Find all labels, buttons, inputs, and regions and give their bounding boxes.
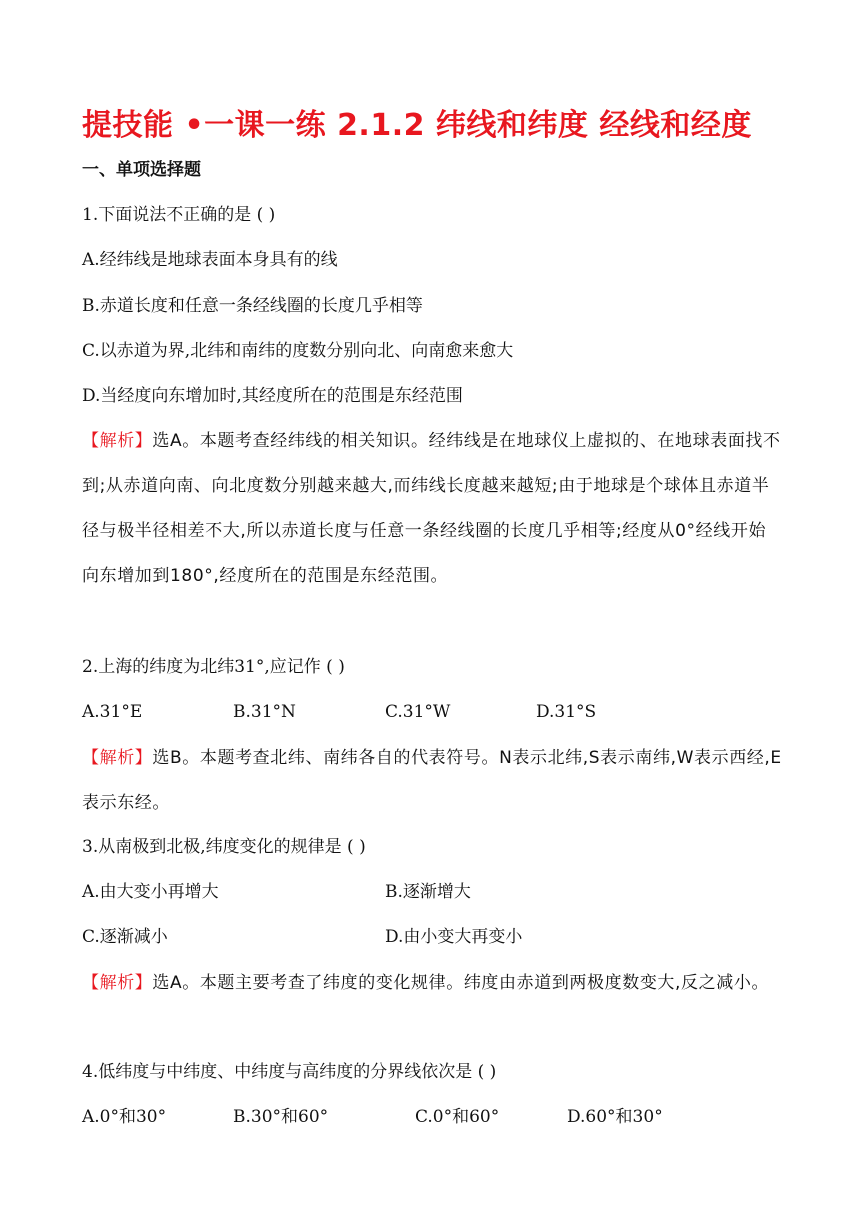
option-c: C.0°和60° [415,1107,500,1127]
option-b: B.赤道长度和任意一条经线圈的长度几乎相等 [82,296,423,316]
option-a: A.0°和30° [82,1107,167,1127]
analysis-text: 选B。本题考查北纬、南纬各自的代表符号。N表示北纬,S表示南纬,W表示西经,E表示东经。 [82,748,782,813]
option-b: B.逐渐增大 [385,882,471,902]
option-d: D.当经度向东增加时,其经度所在的范围是东经范围 [82,386,463,406]
option-c: C.31°W [385,702,451,722]
analysis-block [82,736,782,826]
question-stem: 4.低纬度与中纬度、中纬度与高纬度的分界线依次是 ( ) [82,1062,497,1082]
option-a: A.由大变小再增大 [82,882,219,902]
question-stem: 2.上海的纬度为北纬31°,应记作 ( ) [82,657,345,677]
analysis-tag: 【解析】 [82,431,153,451]
question-stem: 1.下面说法不正确的是 ( ) [82,205,276,225]
option-d: D.31°S [536,702,597,722]
analysis-block [82,961,782,1006]
page-title: 提技能 •一课一练 2.1.2 纬线和纬度 经线和经度 [82,108,752,143]
option-b: B.31°N [233,702,296,722]
option-c: C.以赤道为界,北纬和南纬的度数分别向北、向南愈来愈大 [82,341,514,361]
analysis-text: 选A。本题考查经纬线的相关知识。经纬线是在地球仪上虚拟的、在地球表面找不到;从赤道向南、向北度数分别越来越大,而纬线长度越来越短;由于地球是个球体且赤道半径与极半径相差不大,所以赤道长度与任意一条经线圈的长度几乎相等;经度从0°经线开始向东增加到180°,经度所在的范围是东经范围。 [82,431,781,586]
analysis-block [82,419,782,599]
analysis-text: 选A。本题主要考查了纬度的变化规律。纬度由赤道到两极度数变大,反之减小。 [152,973,770,993]
analysis-tag: 【解析】 [82,973,153,993]
section-heading: 一、单项选择题 [82,160,201,180]
option-d: D.60°和30° [567,1107,663,1127]
option-b: B.30°和60° [233,1107,329,1127]
option-a: A.经纬线是地球表面本身具有的线 [82,250,338,270]
option-d: D.由小变大再变小 [385,927,523,947]
option-c: C.逐渐减小 [82,927,168,947]
analysis-tag: 【解析】 [82,748,153,768]
option-a: A.31°E [82,702,143,722]
question-stem: 3.从南极到北极,纬度变化的规律是 ( ) [82,837,366,857]
